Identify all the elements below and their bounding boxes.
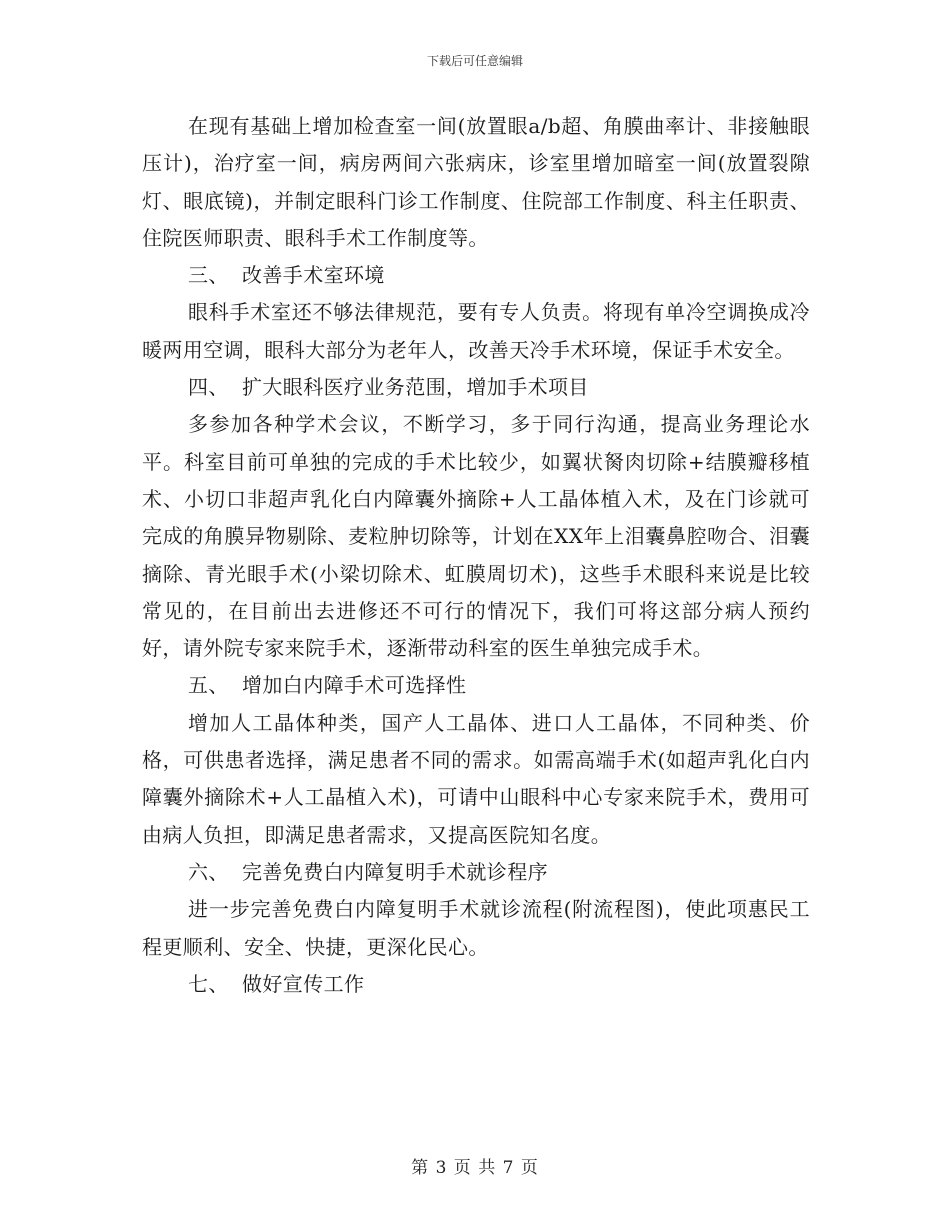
section-heading-5: [142, 667, 810, 704]
page-header: 下载后可任意编辑: [426, 54, 523, 68]
page-number: 第 3 页 共 7 页: [411, 1158, 539, 1178]
paragraph-surgery-scope: 多参加各种学术会议，不断学习，多于同行沟通，提高业务理论水平。科室目前可单独的完成的手术比较少，如翼状胬肉切除+结膜瓣移植术、小切口非超声乳化白内障囊外摘除+人工晶体植入术，及在门诊就可完成的角膜异物剔除、麦粒肿切除等，计划在XX年上泪囊鼻腔吻合、泪囊摘除、青光眼手术(小梁切除术、虹膜周切术)，这些手术眼科来说是比较常见的，在目前出去进修还不可行的情况下，我们可将这部分病人预约好，请外院专家来院手术，逐渐带动科室的医生单独完成手术。: [142, 412, 810, 661]
section-title: 增加白内障手术可选择性: [242, 673, 467, 698]
section-heading-6: [142, 854, 810, 891]
paragraph-cataract-options: 增加人工晶体种类，国产人工晶体、进口人工晶体，不同种类、价格，可供患者选择，满足患者不同的需求。如需高端手术(如超声乳化白内障囊外摘除术+人工晶植入术)，可请中山眼科中心专家来院手术，费用可由病人负担，即满足患者需求，又提高医院知名度。: [142, 710, 810, 847]
section-title: 改善手术室环境: [242, 263, 385, 288]
paragraph-operating-room: 眼科手术室还不够法律规范，要有专人负责。将现有单冷空调换成冷暖两用空调，眼科大部分为老年人，改善天冷手术环境，保证手术安全。: [142, 300, 810, 362]
section-heading-7: [142, 966, 810, 1003]
paragraph-free-cataract-process: 进一步完善免费白内障复明手术就诊流程(附流程图)，使此项惠民工程更顺利、安全、快捷，更深化民心。: [142, 897, 810, 959]
section-number: 四、: [188, 375, 229, 400]
section-title: 完善免费白内障复明手术就诊程序: [242, 859, 548, 884]
section-number: 三、: [188, 263, 229, 288]
section-title: 做好宣传工作: [242, 971, 365, 996]
paragraph-equipment: 在现有基础上增加检查室一间(放置眼a/b超、角膜曲率计、非接触眼压计)，治疗室一间，病房两间六张病床，诊室里增加暗室一间(放置裂隙灯、眼底镜)，并制定眼科门诊工作制度、住院部工作制度、科主任职责、住院医师职责、眼科手术工作制度等。: [142, 114, 810, 250]
section-heading-3: [142, 257, 810, 294]
section-number: 五、: [188, 673, 229, 698]
section-title: 扩大眼科医疗业务范围，增加手术项目: [242, 375, 589, 400]
document-body: [142, 108, 810, 1003]
section-number: 七、: [188, 971, 229, 996]
section-number: 六、: [188, 859, 229, 884]
section-heading-4: [142, 369, 810, 406]
